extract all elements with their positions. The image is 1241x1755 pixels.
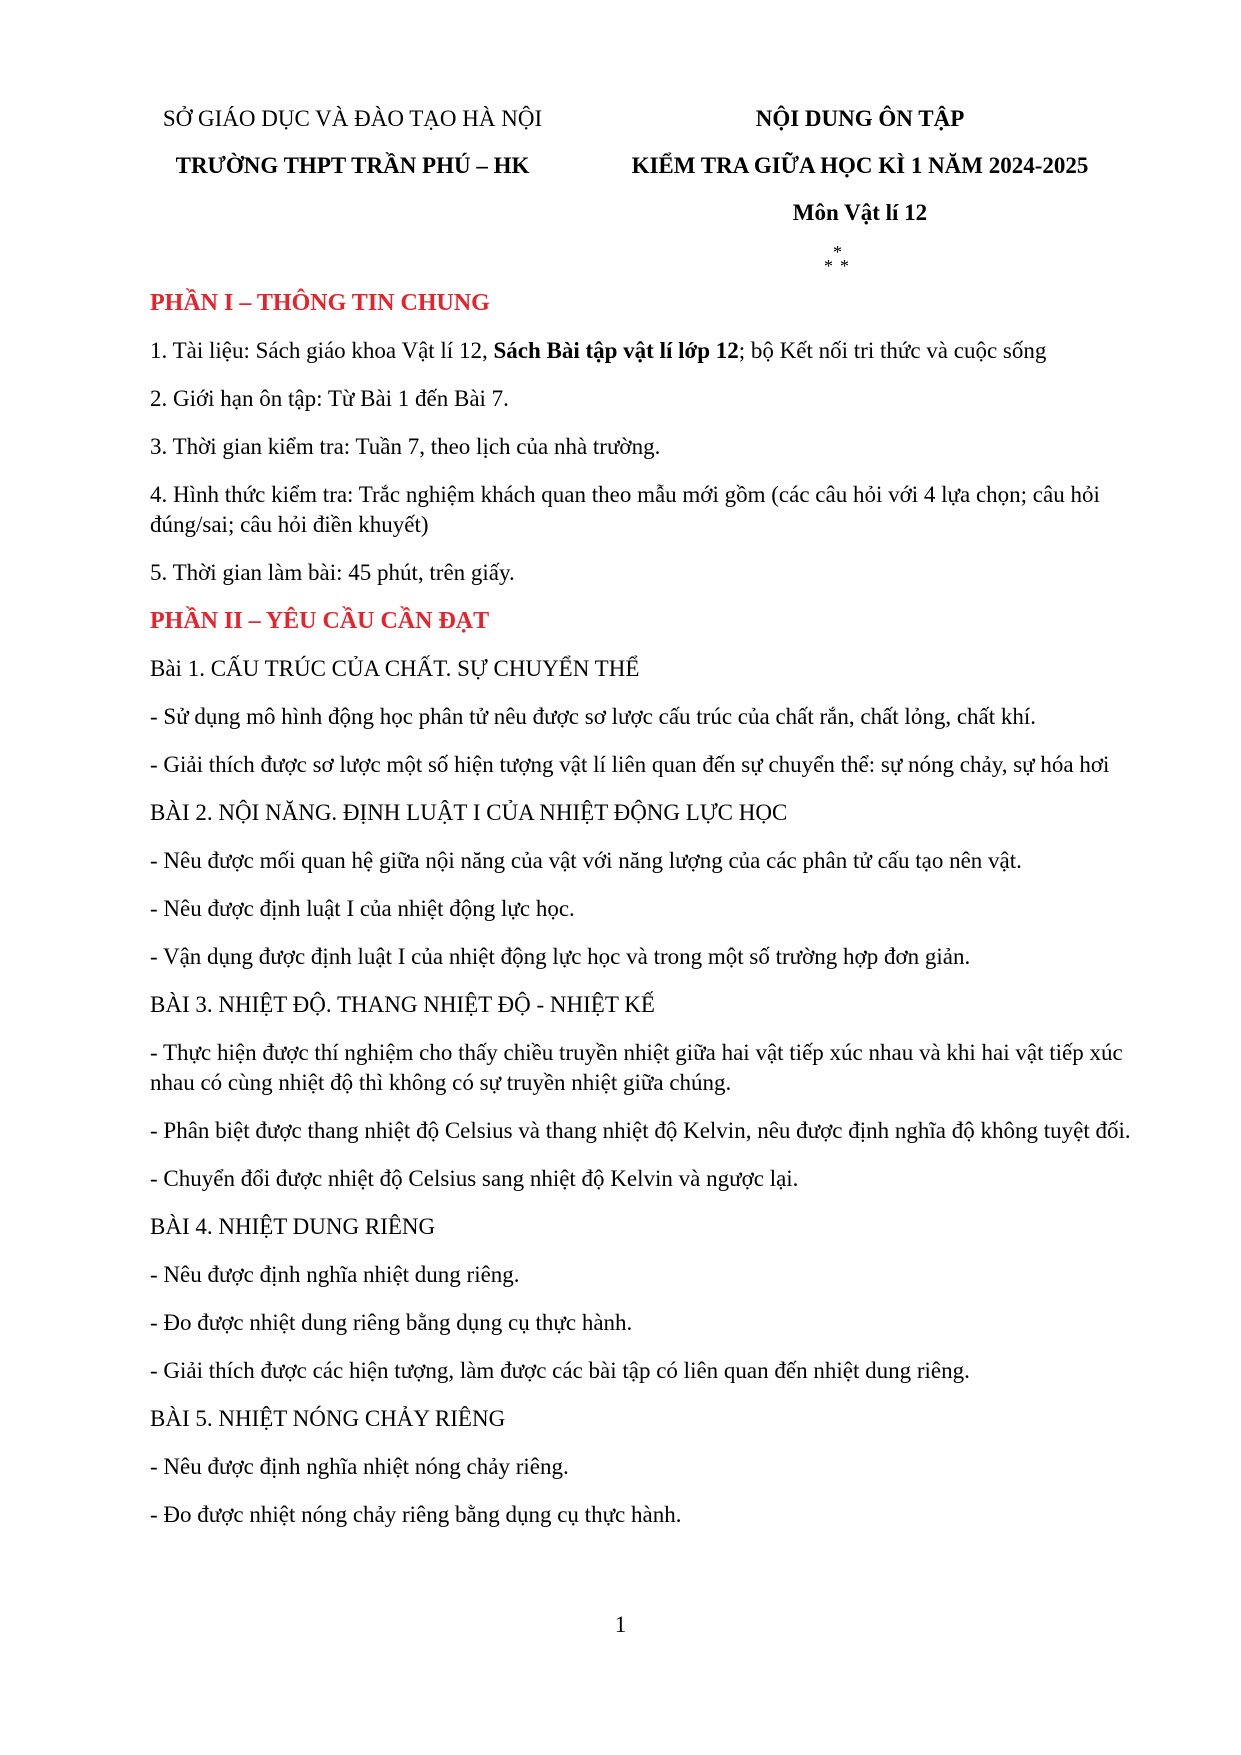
lesson-3-title: BÀI 3. NHIỆT ĐỘ. THANG NHIỆT ĐỘ - NHIỆT KẾ: [150, 992, 655, 1017]
part1-item-4: 4. Hình thức kiểm tra: Trắc nghiệm khách quan theo mẫu mới gồm (các câu hỏi với 4 lựa chọn; câu hỏi đúng/sai; câu hỏi điền khuyết): [150, 482, 1100, 537]
lesson-3-item: - Chuyển đổi được nhiệt độ Celsius sang nhiệt độ Kelvin và ngược lại.: [150, 1166, 799, 1191]
part1-heading: PHẦN I – THÔNG TIN CHUNG: [150, 290, 490, 316]
part2-heading: PHẦN II – YÊU CẦU CẦN ĐẠT: [150, 608, 490, 634]
lesson-5-item: - Nêu được định nghĩa nhiệt nóng chảy riêng.: [150, 1454, 569, 1479]
lesson-5-title: BÀI 5. NHIỆT NÓNG CHẢY RIÊNG: [150, 1406, 506, 1431]
subject-title: Môn Vật lí 12: [792, 200, 928, 225]
lesson-2-item: - Nêu được định luật I của nhiệt động lực học.: [150, 896, 575, 921]
textbook-title-bold: Sách Bài tập vật lí lớp 12: [493, 338, 739, 363]
lesson-1-item: - Sử dụng mô hình động học phân tử nêu được sơ lược cấu trúc của chất rắn, chất lỏng, chất khí.: [150, 704, 1037, 729]
document-title: NỘI DUNG ÔN TẬP: [755, 106, 965, 131]
lesson-5-item: - Đo được nhiệt nóng chảy riêng bằng dụng cụ thực hành.: [150, 1502, 682, 1527]
header-right: [595, 95, 1125, 236]
part1-item-1: 1. Tài liệu: Sách giáo khoa Vật lí 12, Sách Bài tập vật lí lớp 12; bộ Kết nối tri thức và cuộc sống: [150, 338, 1047, 363]
asterisk-divider-icon: [820, 246, 860, 276]
lesson-4-title: BÀI 4. NHIỆT DUNG RIÊNG: [150, 1214, 436, 1239]
page-number: 1: [614, 1612, 627, 1637]
lesson-2-item: - Nêu được mối quan hệ giữa nội năng của vật với năng lượng của các phân tử cấu tạo nên vật.: [150, 848, 1022, 873]
lesson-1-item: - Giải thích được sơ lược một số hiện tượng vật lí liên quan đến sự chuyển thể: sự nóng chảy, sự hóa hơi: [150, 752, 1110, 777]
part1-item-5: 5. Thời gian làm bài: 45 phút, trên giấy.: [150, 560, 515, 585]
lesson-4-item: - Nêu được định nghĩa nhiệt dung riêng.: [150, 1262, 520, 1287]
lesson-3-item: - Thực hiện được thí nghiệm cho thấy chiều truyền nhiệt giữa hai vật tiếp xúc nhau và khi hai vật tiếp xúc nhau có cùng nhiệt độ thì không có sự truyền nhiệt giữa chúng.: [150, 1040, 1123, 1095]
header-left: [130, 95, 575, 189]
svg-text:*: *: [833, 246, 842, 262]
svg-text:*: *: [840, 256, 849, 276]
department-name: SỞ GIÁO DỤC VÀ ĐÀO TẠO HÀ NỘI: [162, 106, 543, 131]
svg-text:*: *: [824, 256, 833, 276]
document-body: [150, 288, 1170, 1548]
exam-title: KIỂM TRA GIỮA HỌC KÌ 1 NĂM 2024-2025: [631, 153, 1089, 178]
part1-item-2: 2. Giới hạn ôn tập: Từ Bài 1 đến Bài 7.: [150, 386, 509, 411]
lesson-4-item: - Giải thích được các hiện tượng, làm được các bài tập có liên quan đến nhiệt dung riêng.: [150, 1358, 970, 1383]
school-name: TRƯỜNG THPT TRẦN PHÚ – HK: [175, 153, 530, 178]
lesson-4-item: - Đo được nhiệt dung riêng bằng dụng cụ thực hành.: [150, 1310, 633, 1335]
lesson-2-item: - Vận dụng được định luật I của nhiệt động lực học và trong một số trường hợp đơn giản.: [150, 944, 971, 969]
lesson-1-title: Bài 1. CẤU TRÚC CỦA CHẤT. SỰ CHUYỂN THỂ: [150, 656, 640, 681]
lesson-3-item: - Phân biệt được thang nhiệt độ Celsius và thang nhiệt độ Kelvin, nêu được định nghĩa độ không tuyệt đối.: [150, 1118, 1131, 1143]
lesson-2-title: BÀI 2. NỘI NĂNG. ĐỊNH LUẬT I CỦA NHIỆT ĐỘNG LỰC HỌC: [150, 800, 788, 825]
part1-item-3: 3. Thời gian kiểm tra: Tuần 7, theo lịch của nhà trường.: [150, 434, 661, 459]
